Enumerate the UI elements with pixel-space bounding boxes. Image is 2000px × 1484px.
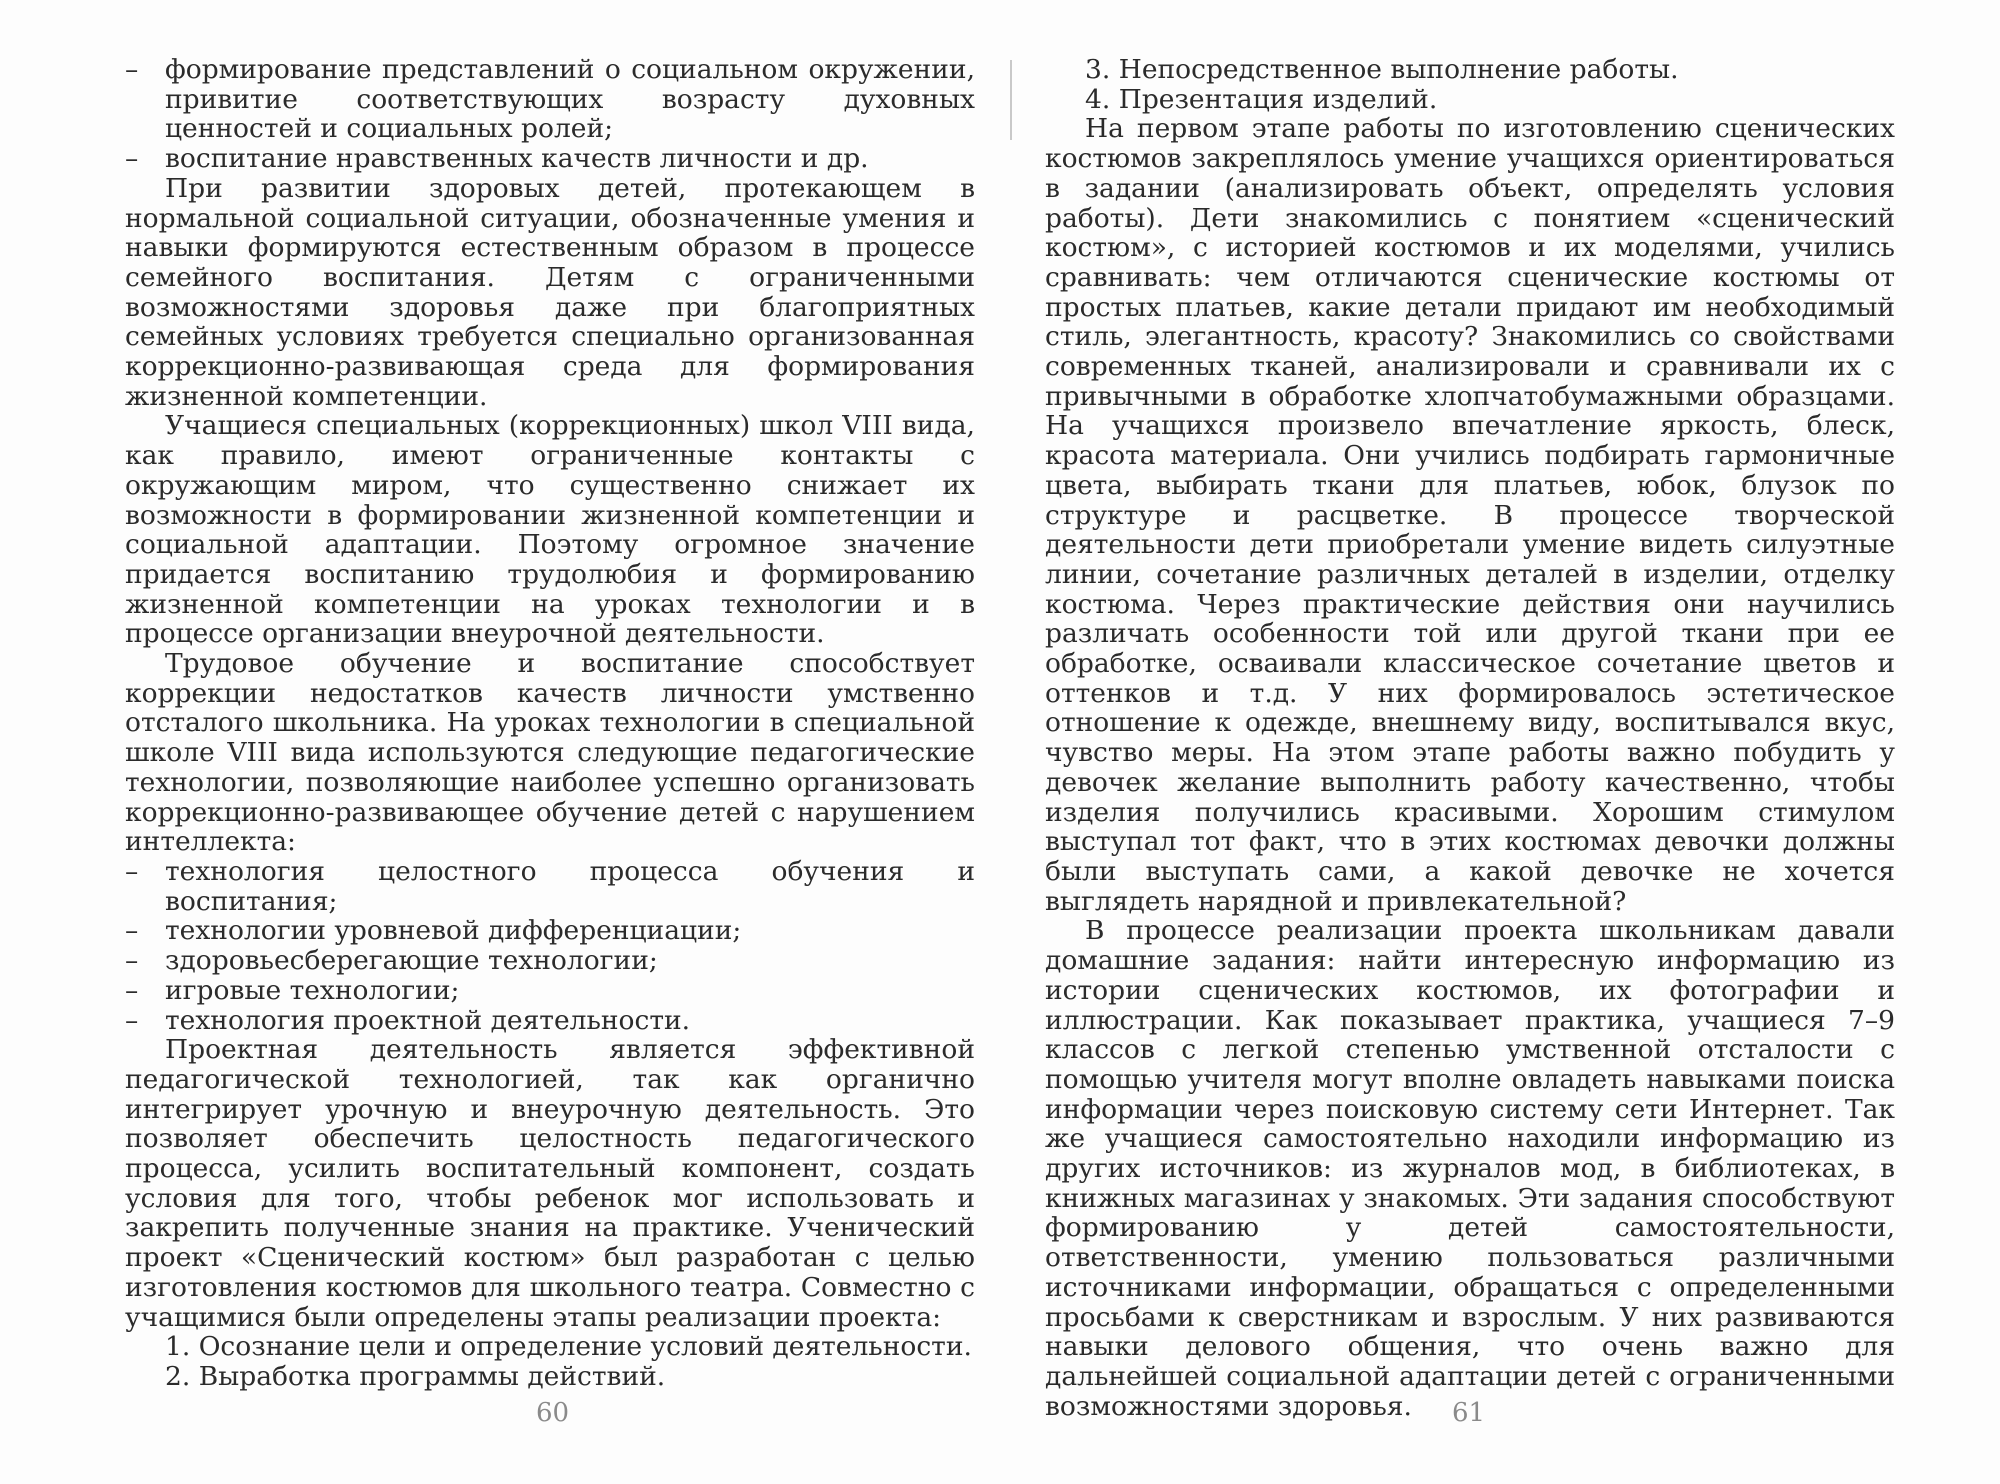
dash-marker: – xyxy=(125,54,139,85)
numbered-step: 3. Непосредственное выполнение работы. xyxy=(1085,54,1679,85)
page-gutter xyxy=(1010,60,1012,140)
list-item xyxy=(125,1006,975,1036)
list-item-text: здоровьесберегающие технологии; xyxy=(165,945,658,977)
list-item-text: технологии уровневой дифференциации; xyxy=(165,915,742,947)
dash-marker: – xyxy=(125,915,139,947)
paragraph: При развитии здоровых детей, протекающем в нормальной социальной ситуации, обозначенные умения и навыки формируются естественным образом в процессе семейного воспитания. Детям с ограниченными возможностями здоровья даже при благоприятных семейных условиях требуется специально организованная коррекционно-развивающая среда для формирования жизненной компетенции. xyxy=(125,172,975,412)
dash-marker: – xyxy=(125,855,139,887)
paragraph: Учащиеся специальных (коррекционных) школ VIII вида, как правило, имеют ограниченные контакты с окружающим миром, что существенно снижает их возможности в формировании жизненной компетенции и социальной адаптации. Поэтому огромное значение придается воспитанию трудолюбия и формированию жизненной компетенции на уроках технологии и в процессе организации внеурочной деятельности. xyxy=(125,410,975,650)
list-item xyxy=(125,55,975,144)
paragraph: Проектная деятельность является эффективной педагогической технологией, так как органично интегрирует урочную и внеурочную деятельность. Это позволяет обеспечить целостность педагогического процесса, усилить воспитательный компонент, создать условия для того, чтобы ребенок мог использовать и закрепить полученные знания на практике. Ученический проект «Сценический костюм» был разработан с целью изготовления костюмов для школьного театра. Совместно с учащимися были определены этапы реализации проекта: xyxy=(125,1034,975,1333)
numbered-step: 1. Осознание цели и определение условий деятельности. xyxy=(165,1331,972,1363)
numbered-step: 4. Презентация изделий. xyxy=(1085,83,1438,115)
numbered-step: 2. Выработка программы действий. xyxy=(165,1360,666,1392)
paragraph: В процессе реализации проекта школьникам давали домашние задания: найти интересную информацию из истории сценических костюмов, их фотографии и иллюстрации. Как показывает практика, учащиеся 7–9 классов с легкой степенью умственной отсталости с помощью учителя могут вполне овладеть навыками поиска информации через поисковую систему сети Интернет. Так же учащиеся самостоятельно находили информацию из других источников: из журналов мод, в библиотеках, в книжных магазинах у знакомых. Эти задания способствуют формированию у детей самостоятельности, ответственности, умению пользоваться различными источниками информации, обращаться с определенными просьбами к сверстникам и взрослым. У них развиваются навыки делового общения, что очень важно для дальнейшей социальной адаптации детей с ограниченными возможностями здоровья. xyxy=(1045,915,1895,1422)
list-item xyxy=(125,916,975,946)
list-item xyxy=(125,857,975,916)
dash-marker: – xyxy=(125,143,139,175)
list-item xyxy=(125,976,975,1006)
list-item xyxy=(125,946,975,976)
right-page xyxy=(1045,55,1895,1421)
page-number-right: 61 xyxy=(1452,1398,1486,1428)
list-item-text: формирование представлений о социальном окружении, привитие соответствующих возрасту духовных ценностей и социальных ролей; xyxy=(165,54,975,145)
dash-marker: – xyxy=(125,945,139,977)
list-item-text: технология целостного процесса обучения и воспитания; xyxy=(165,855,975,917)
dash-marker: – xyxy=(125,1004,139,1036)
paragraph: Трудовое обучение и воспитание способствует коррекции недостатков качеств личности умственно отсталого школьника. На уроках технологии в специальной школе VIII вида используются следующие педагогические технологии, позволяющие наиболее успешно организовать коррекционно-развивающее обучение детей с нарушением интеллекта: xyxy=(125,648,975,858)
page-number-left: 60 xyxy=(536,1398,570,1428)
list-item-text: игровые технологии; xyxy=(165,974,460,1006)
dash-marker: – xyxy=(125,974,139,1006)
left-page xyxy=(125,55,975,1392)
list-item-text: воспитание нравственных качеств личности и др. xyxy=(165,143,869,175)
paragraph: На первом этапе работы по изготовлению сценических костюмов закреплялось умение учащихся ориентироваться в задании (анализировать объект, определять условия работы). Дети знакомились с понятием «сценический костюм», с историей костюмов и их моделями, учились сравнивать: чем отличаются сценические костюмы от простых платьев, какие детали придают им необходимый стиль, элегантность, красоту? Знакомились со свойствами современных тканей, анализировали и сравнивали их с привычными в обработке хлопчатобумажными образцами. На учащихся произвело впечатление яркость, блеск, красота материала. Они учились подбирать гармоничные цвета, выбирать ткани для платьев, юбок, блузок по структуре и расцветке. В процессе творческой деятельности дети приобретали умение видеть силуэтные линии, сочетание различных деталей в изделии, отделку костюма. Через практические действия они научились различать особенности той или другой ткани при ее обработке, осваивали классическое сочетание цветов и оттенков и т.д. У них формировалось эстетическое отношение к одежде, внешнему виду, воспитывался вкус, чувство меры. На этом этапе работы важно побудить у девочек желание выполнить работу качественно, чтобы изделия получились красивыми. Хорошим стимулом выступал тот факт, что в этих костюмах девочки должны были выступать сами, а какой девочке не хочется выглядеть нарядной и привлекательной? xyxy=(1045,113,1895,917)
list-item xyxy=(125,144,975,174)
list-item-text: технология проектной деятельности. xyxy=(165,1004,691,1036)
